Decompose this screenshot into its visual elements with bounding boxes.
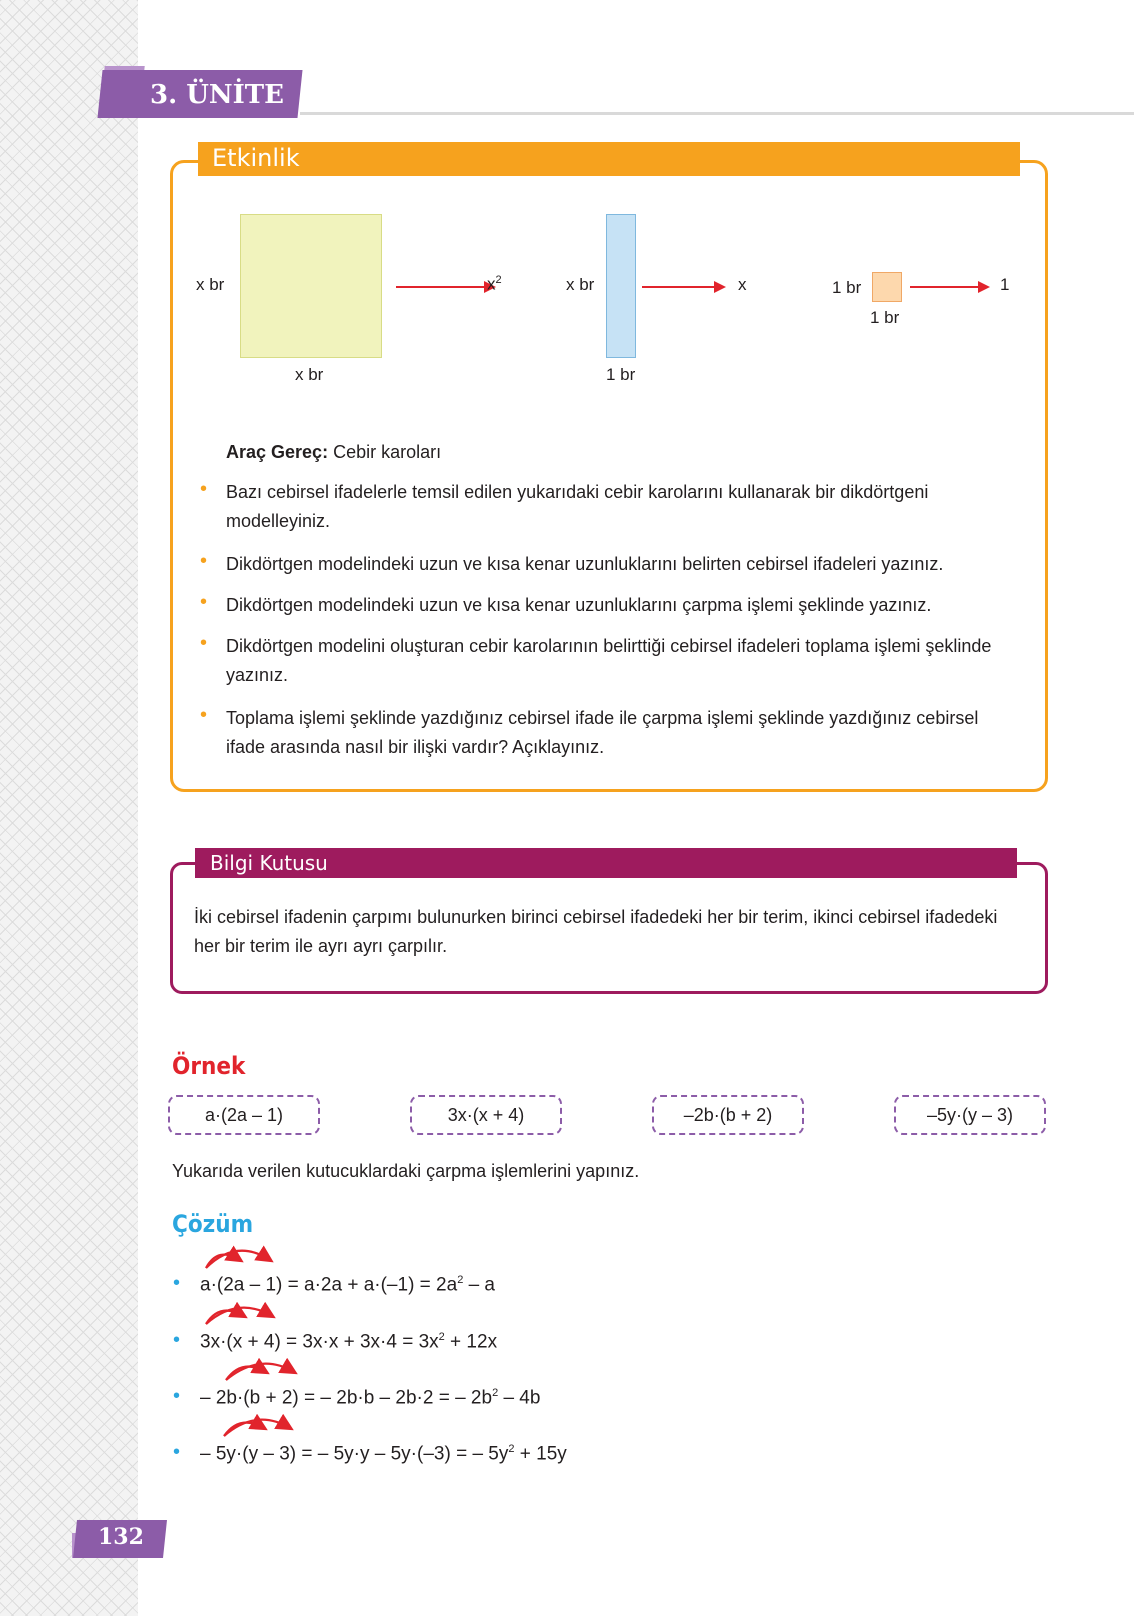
materials-label: Araç Gereç: (226, 442, 329, 462)
activity-bullet: Toplama işlemi şeklinde yazdığınız cebirsel ifade ile çarpma işlemi şeklinde yazdığınız cebirsel ifade arasında nasıl bir ilişki vardır? Açıklayınız. (226, 708, 979, 757)
solution-sup: 2 (438, 1331, 445, 1343)
solution-bullet: • (173, 1272, 181, 1294)
example-title: Örnek (172, 1052, 246, 1080)
solution-bullet: • (173, 1385, 181, 1407)
activity-title: Etkinlik (212, 144, 300, 172)
materials-line (226, 438, 1016, 467)
arrow-icon (396, 286, 494, 288)
side-pattern (0, 0, 138, 1616)
example-box: 3x·(x + 4) (410, 1095, 562, 1135)
example-box: –5y·(y – 3) (894, 1095, 1046, 1135)
page-number: 132 (98, 1524, 144, 1550)
solution-tail: – a (463, 1274, 496, 1296)
activity-bullet: Dikdörtgen modelindeki uzun ve kısa kenar uzunluklarını belirten cebirsel ifadeleri yazınız. (226, 554, 944, 574)
x-squared-tile (240, 214, 382, 358)
tile-label: 1 br (832, 278, 862, 297)
tile-result (487, 274, 502, 295)
activity-header (198, 142, 1020, 176)
info-title: Bilgi Kutusu (210, 851, 328, 875)
solution-line (200, 1331, 497, 1353)
tile-label: x br (196, 275, 225, 294)
unit-title: 3. ÜNİTE (150, 80, 284, 110)
arrow-icon (642, 286, 724, 288)
solution-expr: – 2b·(b + 2) = – 2b·b – 2b·2 = – 2b (200, 1387, 493, 1409)
solution-sup: 2 (508, 1443, 515, 1455)
bullet-dot: • (200, 478, 208, 500)
bullet-dot: • (200, 704, 208, 726)
solution-bullet: • (173, 1329, 181, 1351)
solution-bullet: • (173, 1441, 181, 1463)
example-instruction: Yukarıda verilen kutucuklardaki çarpma işlemlerini yapınız. (172, 1161, 640, 1181)
solution-sup: 2 (457, 1274, 464, 1286)
arrow-icon (910, 286, 988, 288)
tile-label: 1 br (606, 365, 636, 384)
solution-expr: – 5y·(y – 3) = – 5y·y – 5y·(–3) = – 5y (200, 1443, 509, 1465)
solution-line (200, 1274, 495, 1296)
solution-expr: a·(2a – 1) = a·2a + a·(–1) = 2a (200, 1274, 458, 1296)
solution-line (200, 1443, 567, 1465)
unit-tile (872, 272, 902, 302)
solution-expr: 3x·(x + 4) = 3x·x + 3x·4 = 3x (200, 1331, 439, 1353)
example-box: a·(2a – 1) (168, 1095, 320, 1135)
solution-sup: 2 (492, 1387, 499, 1399)
tile-label: 1 br (870, 308, 900, 327)
tile-result-sup: 2 (495, 274, 502, 286)
activity-bullet: Dikdörtgen modelindeki uzun ve kısa kenar uzunluklarını çarpma işlemi şeklinde yazınız. (226, 595, 932, 615)
bullet-dot: • (200, 591, 208, 613)
tile-result: x (738, 275, 747, 294)
solution-line (200, 1387, 540, 1409)
materials-value: Cebir karoları (333, 442, 442, 462)
bullet-dot: • (200, 632, 208, 654)
tile-result-base: x (487, 274, 496, 294)
bullet-dot: • (200, 550, 208, 572)
activity-bullet: Bazı cebirsel ifadelerle temsil edilen yukarıdaki cebir karolarını kullanarak bir dikdörtgeni modelleyiniz. (226, 482, 929, 531)
tile-label: x br (566, 275, 595, 294)
tile-label: x br (295, 365, 324, 384)
tile-result: 1 (1000, 275, 1010, 294)
info-text: İki cebirsel ifadenin çarpımı bulunurken birinci cebirsel ifadedeki her bir terim, ikinci cebirsel ifadedeki her bir terim ile ayrı ayrı çarpılır. (194, 907, 998, 956)
solution-tail: + 12x (444, 1331, 498, 1353)
activity-bullet: Dikdörtgen modelini oluşturan cebir karolarının belirttiği cebirsel ifadeleri toplama işlemi şeklinde yazınız. (226, 636, 992, 685)
solution-title: Çözüm (172, 1210, 254, 1238)
solution-tail: – 4b (498, 1387, 541, 1409)
example-box: –2b·(b + 2) (652, 1095, 804, 1135)
solution-tail: + 15y (514, 1443, 567, 1465)
header-rule (300, 112, 1134, 115)
x-tile (606, 214, 636, 358)
